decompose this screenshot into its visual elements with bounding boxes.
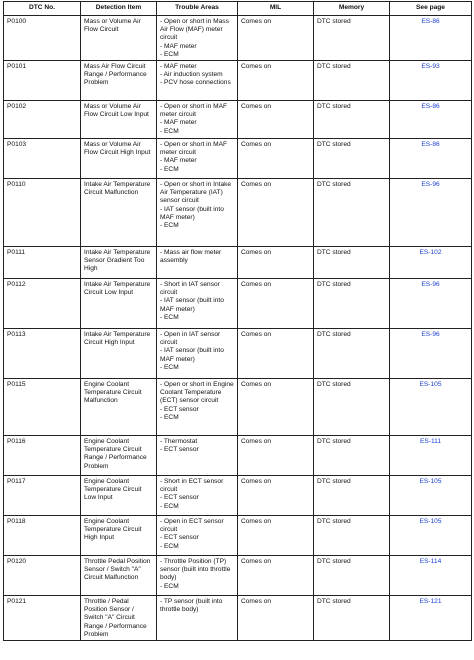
- trouble-area-item: - Open or short in Intake Air Temperature (IAT) sensor circuit: [160, 181, 232, 205]
- trouble-areas-cell: [157, 379, 238, 436]
- see-page-cell: [390, 279, 472, 329]
- memory-cell: DTC stored: [314, 247, 390, 279]
- see-page-cell: [390, 61, 472, 101]
- see-page-link[interactable]: ES-86: [421, 141, 440, 149]
- dtc-code-cell: P0102: [4, 101, 81, 139]
- see-page-cell: [390, 247, 472, 279]
- mil-cell: Comes on: [238, 247, 314, 279]
- trouble-area-item: - ECM: [160, 413, 179, 421]
- trouble-area-item: - IAT sensor (built into MAF meter): [160, 205, 224, 221]
- trouble-area-item: - Short in ECT sensor circuit: [160, 478, 224, 494]
- trouble-area-item: - ECM: [160, 313, 179, 321]
- trouble-area-item: - ECT sensor: [160, 405, 199, 413]
- see-page-link[interactable]: ES-86: [421, 18, 440, 25]
- header-detection-item: Detection Item: [81, 2, 157, 16]
- trouble-area-item: - IAT sensor (built into MAF meter): [160, 297, 224, 313]
- trouble-area-item: - Air induction system: [160, 71, 223, 79]
- trouble-area-item: - MAF meter: [160, 157, 197, 165]
- dtc-code-cell: P0111: [4, 247, 81, 279]
- detection-item-cell: Engine Coolant Temperature Circuit High Input: [81, 516, 157, 556]
- trouble-areas-cell: [157, 279, 238, 329]
- see-page-link[interactable]: ES-111: [419, 438, 441, 446]
- dtc-code-cell: P0110: [4, 179, 81, 247]
- trouble-area-item: - Throttle Position (TP) sensor (built into throttle body): [160, 558, 231, 582]
- mil-cell: Comes on: [238, 596, 314, 641]
- memory-cell: DTC stored: [314, 596, 390, 641]
- trouble-area-item: - ECM: [160, 502, 179, 510]
- mil-cell: Comes on: [238, 179, 314, 247]
- memory-cell: DTC stored: [314, 16, 390, 61]
- trouble-areas-cell: [157, 101, 238, 139]
- trouble-area-item: - Short in IAT sensor circuit: [160, 281, 220, 297]
- mil-cell: Comes on: [238, 279, 314, 329]
- trouble-area-item: - ECM: [160, 127, 179, 135]
- header-trouble-areas: Trouble Areas: [157, 2, 238, 16]
- see-page-link[interactable]: ES-96: [421, 281, 440, 289]
- detection-item-cell: Throttle / Pedal Position Sensor / Switch "A" Circuit Range / Performance Problem: [81, 596, 157, 641]
- see-page-cell: [390, 556, 472, 596]
- trouble-areas-cell: [157, 436, 238, 476]
- see-page-link[interactable]: ES-96: [421, 331, 440, 339]
- trouble-area-item: - TP sensor (built into throttle body): [160, 598, 223, 614]
- see-page-cell: [390, 476, 472, 516]
- see-page-link[interactable]: ES-102: [419, 249, 442, 257]
- trouble-areas-cell: [157, 329, 238, 379]
- table-row: [4, 596, 472, 641]
- trouble-areas-cell: [157, 61, 238, 101]
- trouble-area-item: - MAF meter: [160, 42, 197, 50]
- see-page-link[interactable]: ES-105: [419, 478, 442, 486]
- see-page-cell: [390, 139, 472, 179]
- mil-cell: Comes on: [238, 379, 314, 436]
- header-memory: Memory: [314, 2, 390, 16]
- table-row: [4, 516, 472, 556]
- trouble-area-item: - ECM: [160, 50, 179, 58]
- see-page-link[interactable]: ES-121: [419, 598, 442, 606]
- trouble-area-item: - PCV hose connections: [160, 79, 231, 87]
- trouble-area-item: - ECM: [160, 222, 179, 230]
- header-dtc-no: DTC No.: [4, 2, 81, 16]
- trouble-areas-cell: [157, 516, 238, 556]
- dtc-table-body: [4, 16, 472, 641]
- see-page-link[interactable]: ES-105: [419, 381, 442, 389]
- trouble-areas-cell: [157, 179, 238, 247]
- see-page-cell: [390, 596, 472, 641]
- table-row: [4, 101, 472, 139]
- memory-cell: DTC stored: [314, 379, 390, 436]
- mil-cell: Comes on: [238, 101, 314, 139]
- memory-cell: DTC stored: [314, 329, 390, 379]
- see-page-cell: [390, 516, 472, 556]
- detection-item-cell: Intake Air Temperature Sensor Gradient Too High: [81, 247, 157, 279]
- trouble-area-item: - MAF meter: [160, 119, 197, 127]
- dtc-code-cell: P0118: [4, 516, 81, 556]
- header-mil: MIL: [238, 2, 314, 16]
- dtc-code-cell: P0117: [4, 476, 81, 516]
- trouble-area-item: - Open or short in MAF meter circuit: [160, 141, 228, 157]
- detection-item-cell: Mass Air Flow Circuit Range / Performance Problem: [81, 61, 157, 101]
- see-page-link[interactable]: ES-105: [419, 518, 442, 526]
- table-row: [4, 556, 472, 596]
- see-page-link[interactable]: ES-114: [419, 558, 442, 566]
- dtc-code-cell: P0112: [4, 279, 81, 329]
- trouble-areas-cell: [157, 556, 238, 596]
- mil-cell: Comes on: [238, 516, 314, 556]
- trouble-area-item: - ECT sensor: [160, 534, 199, 542]
- detection-item-cell: Mass or Volume Air Flow Circuit High Input: [81, 139, 157, 179]
- see-page-cell: [390, 436, 472, 476]
- trouble-area-item: - ECM: [160, 363, 179, 371]
- dtc-code-cell: P0113: [4, 329, 81, 379]
- trouble-area-item: - Open or short in Mass Air Flow (MAF) meter circuit: [160, 18, 229, 42]
- mil-cell: Comes on: [238, 436, 314, 476]
- table-row: [4, 476, 472, 516]
- mil-cell: Comes on: [238, 476, 314, 516]
- memory-cell: DTC stored: [314, 436, 390, 476]
- memory-cell: DTC stored: [314, 101, 390, 139]
- see-page-cell: [390, 179, 472, 247]
- trouble-areas-cell: [157, 476, 238, 516]
- see-page-cell: [390, 101, 472, 139]
- dtc-code-cell: P0120: [4, 556, 81, 596]
- dtc-code-cell: P0103: [4, 139, 81, 179]
- see-page-link[interactable]: ES-93: [421, 63, 440, 71]
- see-page-link[interactable]: ES-86: [421, 103, 440, 111]
- table-row: [4, 436, 472, 476]
- mil-cell: Comes on: [238, 139, 314, 179]
- trouble-area-item: - ECM: [160, 542, 179, 550]
- mil-cell: Comes on: [238, 16, 314, 61]
- trouble-area-item: - MAF meter: [160, 63, 197, 71]
- see-page-link[interactable]: ES-96: [421, 181, 440, 189]
- memory-cell: DTC stored: [314, 179, 390, 247]
- trouble-area-item: - ECM: [160, 582, 179, 590]
- mil-cell: Comes on: [238, 329, 314, 379]
- dtc-table-container: [3, 1, 472, 641]
- table-row: [4, 379, 472, 436]
- trouble-areas-cell: [157, 16, 238, 61]
- table-row: [4, 139, 472, 179]
- detection-item-cell: Mass or Volume Air Flow Circuit Low Input: [81, 101, 157, 139]
- mil-cell: Comes on: [238, 61, 314, 101]
- trouble-areas-cell: [157, 139, 238, 179]
- trouble-area-item: - Thermostat: [160, 438, 198, 446]
- header-see-page: See page: [390, 2, 472, 16]
- table-row: [4, 247, 472, 279]
- detection-item-cell: Intake Air Temperature Circuit Low Input: [81, 279, 157, 329]
- detection-item-cell: Throttle Pedal Position Sensor / Switch "A" Circuit Malfunction: [81, 556, 157, 596]
- dtc-code-cell: P0115: [4, 379, 81, 436]
- see-page-cell: [390, 16, 472, 61]
- detection-item-cell: Engine Coolant Temperature Circuit Low Input: [81, 476, 157, 516]
- detection-item-cell: Engine Coolant Temperature Circuit Malfunction: [81, 379, 157, 436]
- memory-cell: DTC stored: [314, 556, 390, 596]
- memory-cell: DTC stored: [314, 139, 390, 179]
- table-row: [4, 16, 472, 61]
- trouble-area-item: - ECM: [160, 165, 179, 173]
- trouble-areas-cell: [157, 247, 238, 279]
- memory-cell: DTC stored: [314, 279, 390, 329]
- trouble-areas-cell: [157, 596, 238, 641]
- detection-item-cell: Intake Air Temperature Circuit High Input: [81, 329, 157, 379]
- detection-item-cell: Engine Coolant Temperature Circuit Range / Performance Problem: [81, 436, 157, 476]
- detection-item-cell: Mass or Volume Air Flow Circuit: [81, 16, 157, 61]
- header-row: [4, 2, 472, 16]
- memory-cell: DTC stored: [314, 476, 390, 516]
- dtc-code-cell: P0101: [4, 61, 81, 101]
- memory-cell: DTC stored: [314, 516, 390, 556]
- trouble-area-item: - ECT sensor: [160, 494, 199, 502]
- trouble-area-item: - IAT sensor (built into MAF meter): [160, 347, 224, 363]
- trouble-area-item: - Mass air flow meter assembly: [160, 249, 222, 265]
- trouble-area-item: - Open in IAT sensor circuit: [160, 331, 221, 347]
- trouble-area-item: - Open or short in MAF meter circuit: [160, 103, 228, 119]
- table-row: [4, 279, 472, 329]
- trouble-area-item: - ECT sensor: [160, 446, 199, 454]
- mil-cell: Comes on: [238, 556, 314, 596]
- table-row: [4, 61, 472, 101]
- memory-cell: DTC stored: [314, 61, 390, 101]
- dtc-code-cell: P0116: [4, 436, 81, 476]
- dtc-code-cell: P0100: [4, 16, 81, 61]
- see-page-cell: [390, 329, 472, 379]
- dtc-code-cell: P0121: [4, 596, 81, 641]
- table-row: [4, 329, 472, 379]
- trouble-area-item: - Open or short in Engine Coolant Temperature (ECT) sensor circuit: [160, 381, 234, 405]
- table-row: [4, 179, 472, 247]
- trouble-area-item: - Open in ECT sensor circuit: [160, 518, 224, 534]
- detection-item-cell: Intake Air Temperature Circuit Malfunction: [81, 179, 157, 247]
- dtc-table: [3, 1, 472, 641]
- see-page-cell: [390, 379, 472, 436]
